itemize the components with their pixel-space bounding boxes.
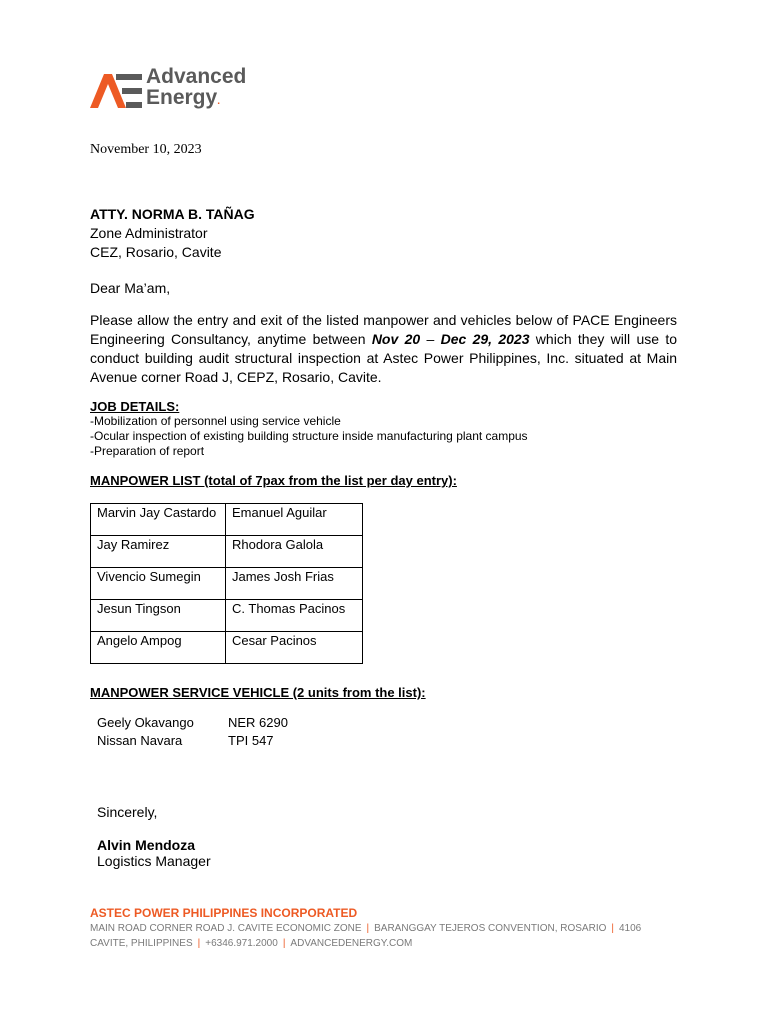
table-row [91,536,363,568]
table-cell: Rhodora Galola [226,536,363,568]
vehicle-model: Nissan Navara [97,733,183,748]
ae-logo-icon [90,68,142,112]
vehicle-plate: NER 6290 [228,715,288,730]
table-cell: Jesun Tingson [91,600,226,632]
letter-date: November 10, 2023 [90,142,202,157]
logo-wordmark [146,66,246,112]
footer [90,905,670,951]
list-item [97,714,288,732]
table-cell: Vivencio Sumegin [91,568,226,600]
manpower-table [90,503,363,664]
table-row [91,600,363,632]
job-item: -Preparation of report [90,444,205,458]
addressee-name: ATTY. NORMA B. TAÑAG [90,206,255,222]
vehicle-model: Geely Okavango [97,715,194,730]
company-logo [90,66,270,112]
body-paragraph: Please allow the entry and exit of the listed manpower and vehicles below of PACE Engineers Engineering Consultancy, anytime between Nov 20 – Dec 29, 2023 which they will use to conduct building audit structural inspection at Astec Power Philippines, Inc. situated at Main Avenue corner Road J, CEPZ, Rosario, Cavite. [90,312,677,385]
date-to: Dec 29, 2023 [440,331,530,347]
logo-line1: Advanced [146,65,247,88]
logo-line2: Energy. [146,86,220,109]
table-cell: Marvin Jay Castardo [91,504,226,536]
table-cell: Angelo Ampog [91,632,226,664]
table-row [91,504,363,536]
signer-name: Alvin Mendoza [97,837,196,853]
vehicle-heading: MANPOWER SERVICE VEHICLE (2 units from the list): [90,685,426,700]
table-cell: Emanuel Aguilar [226,504,363,536]
footer-address: MAIN ROAD CORNER ROAD J. CAVITE ECONOMIC ZONE | BARANGGAY TEJEROS CONVENTION, ROSARIO | 4106 CAVITE, PHILIPPINES | +6346.971.2000 | ADVANCEDENERGY.COM [90,923,642,949]
closing: Sincerely, [97,804,158,820]
table-cell: Jay Ramirez [91,536,226,568]
job-item: -Mobilization of personnel using service vehicle [90,414,341,428]
greeting: Dear Ma’am, [90,280,171,296]
addressee-location: CEZ, Rosario, Cavite [90,244,222,260]
table-row [91,568,363,600]
job-details [90,399,528,459]
footer-company: ASTEC POWER PHILIPPINES INCORPORATED [90,906,358,920]
signer-block [97,837,211,869]
manpower-heading: MANPOWER LIST (total of 7pax from the list per day entry): [90,473,457,488]
footer-website: ADVANCEDENERGY.COM [290,938,413,949]
vehicle-list [97,714,288,750]
list-item [97,732,288,750]
date-from: Nov 20 [371,331,421,347]
addressee-block [90,205,255,262]
table-row [91,632,363,664]
job-details-heading: JOB DETAILS: [90,399,180,414]
signer-title: Logistics Manager [97,853,211,869]
table-cell: C. Thomas Pacinos [226,600,363,632]
vehicle-plate: TPI 547 [228,733,274,748]
addressee-title: Zone Administrator [90,225,208,241]
job-item: -Ocular inspection of existing building structure inside manufacturing plant campus [90,429,528,443]
table-cell: Cesar Pacinos [226,632,363,664]
table-cell: James Josh Frias [226,568,363,600]
